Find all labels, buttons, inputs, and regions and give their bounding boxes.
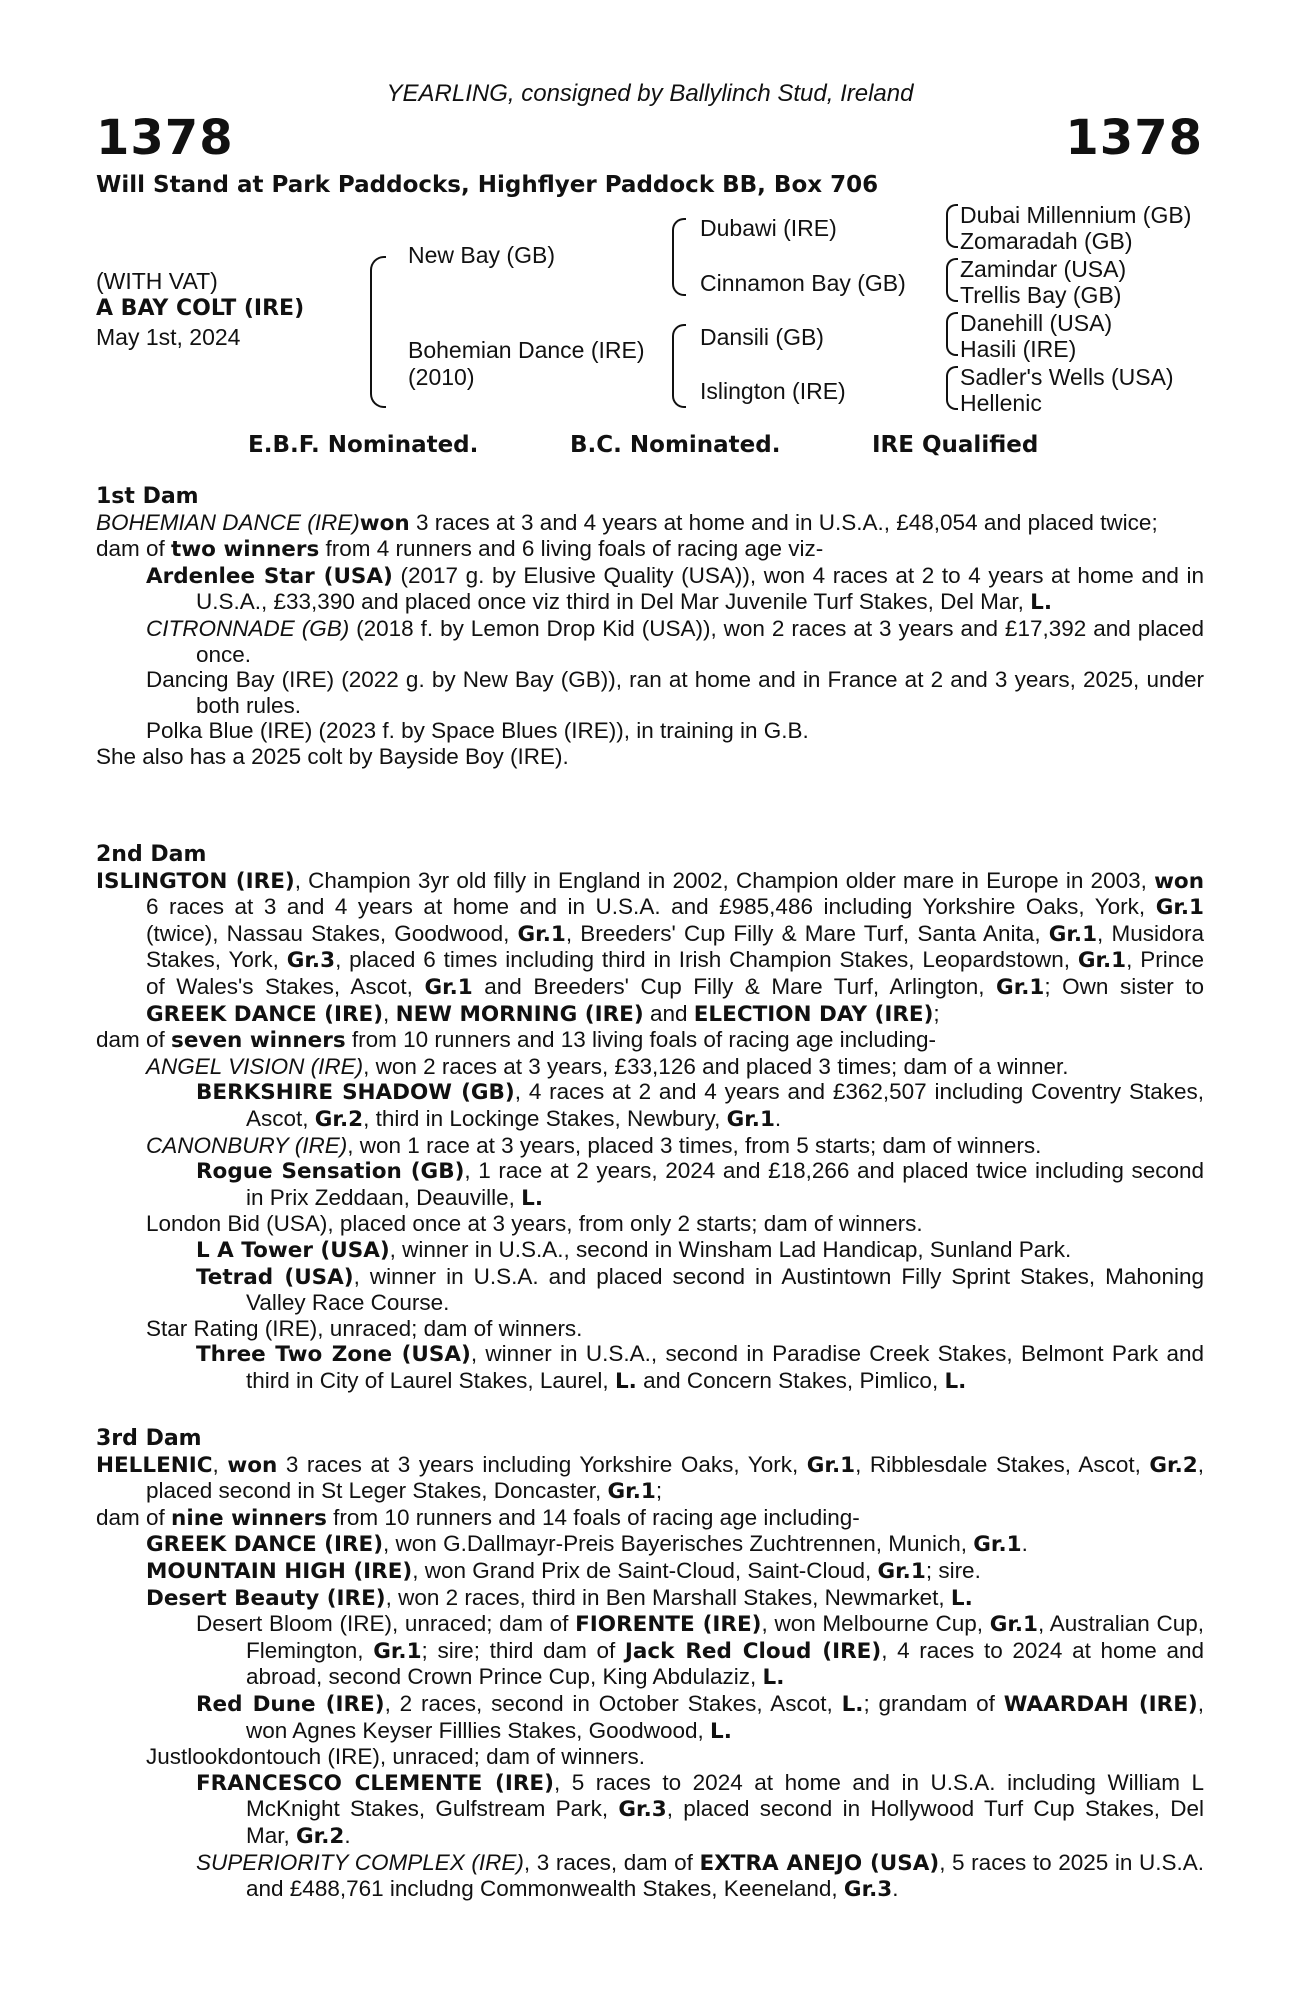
produce-superiority-complex: SUPERIORITY COMPLEX (IRE), 3 races, dam of EXTRA ANEJO (USA), 5 races to 2025 in U.S.A. and £488,761 includng Commonwealth Stakes, Keeneland, Gr.3. [196, 1849, 1205, 1903]
produce-francesco-clemente: FRANCESCO CLEMENTE (IRE), 5 races to 2024 at home and in U.S.A. including William L McKnight Stakes, Gulfstream Park, Gr.3, placed second in Hollywood Turf Cup Stakes, Del Mar, Gr.2. [196, 1769, 1204, 1849]
pedigree-dam-year: (2010) [408, 364, 475, 390]
produce-rogue-sensation: Rogue Sensation (GB), 1 race at 2 years, 2024 and £18,266 and placed twice including second in Prix Zeddaan, Deauville, L. [196, 1158, 1205, 1211]
produce-mountain-high: MOUNTAIN HIGH (IRE), won Grand Prix de Saint-Cloud, Saint-Cloud, Gr.1; sire. [146, 1557, 981, 1584]
produce-canonbury: CANONBURY (IRE), won 1 race at 3 years, placed 3 times, from 5 starts; dam of winners. [146, 1132, 1042, 1158]
second-dam-produce-summary: dam of seven winners from 10 runners and 13 living foals of racing age including- [96, 1027, 936, 1054]
produce-tetrad: Tetrad (USA), winner in U.S.A. and placed second in Austintown Filly Sprint Stakes, Mahoning Valley Race Course. [196, 1263, 1204, 1316]
produce-citronnade: CITRONNADE (GB) (2018 f. by Lemon Drop Kid (USA)), won 2 races at 3 years and £17,392 and placed once. [146, 615, 1205, 667]
pedigree-dam-sire: Dansili (GB) [700, 324, 824, 350]
produce-angel-vision: ANGEL VISION (IRE), won 2 races at 3 years, £33,126 and placed 3 times; dam of a winner. [146, 1053, 1069, 1079]
pedigree-bracket-ds [946, 312, 958, 356]
bc-nomination: B.C. Nominated. [570, 432, 781, 458]
pedigree-dam: Bohemian Dance (IRE) [408, 337, 645, 363]
pedigree-gen3-4: Trellis Bay (GB) [960, 282, 1122, 308]
pedigree-bracket-gen1 [370, 256, 386, 408]
produce-ardenlee-star: Ardenlee Star (USA) (2017 g. by Elusive Quality (USA)), won 4 races at 2 to 4 years at home and in U.S.A., £33,390 and placed once viz third in Del Mar Juvenile Turf Stakes, Del Mar, L. [146, 562, 1204, 616]
produce-dancing-bay: Dancing Bay (IRE) (2022 g. by New Bay (GB)), ran at home and in France at 2 and 3 years, 2025, under both rules. [146, 667, 1204, 718]
ire-qualified: IRE Qualified [872, 432, 1039, 458]
second-dam-section [96, 842, 1204, 1394]
produce-desert-beauty: Desert Beauty (IRE), won 2 races, third in Ben Marshall Stakes, Newmarket, L. [146, 1584, 973, 1611]
produce-london-bid: London Bid (USA), placed once at 3 years, from only 2 starts; dam of winners. [146, 1211, 923, 1237]
produce-three-two-zone: Three Two Zone (USA), winner in U.S.A., second in Paradise Creek Stakes, Belmont Park and third in City of Laurel Stakes, Laurel, L. and Concern Stakes, Pimlico, L. [196, 1341, 1204, 1394]
produce-desert-bloom: Desert Bloom (IRE), unraced; dam of FIORENTE (IRE), won Melbourne Cup, Gr.1, Australian Cup, Flemington, Gr.1; sire; third dam of Jack Red Cloud (IRE), 4 races to 2024 at home and abroad, second Crown Prince Cup, King Abdulaziz, L. [196, 1611, 1205, 1691]
pedigree-bracket-sire [672, 218, 686, 296]
second-dam-record: ISLINGTON (IRE), Champion 3yr old filly in England in 2002, Champion older mare in Europe in 2003, won 6 races at 3 and 4 years at home and in U.S.A. and £985,486 including Yorkshire Oaks, York, Gr.1 (twice), Nassau Stakes, Goodwood, Gr.1, Breeders' Cup Filly & Mare Turf, Santa Anita, Gr.1, Musidora Stakes, York, Gr.3, placed 6 times including third in Irish Champion Stakes, Leopardstown, Gr.1, Prince of Wales's Stakes, Ascot, Gr.1 and Breeders' Cup Filly & Mare Turf, Arlington, Gr.1; Own sister to GREEK DANCE (IRE), NEW MORNING (IRE) and ELECTION DAY (IRE); [96, 867, 1205, 1027]
first-dam-section [96, 484, 1204, 770]
first-dam-record: BOHEMIAN DANCE (IRE)won 3 races at 3 and 4 years at home and in U.S.A., £48,054 and placed twice; [96, 509, 1158, 536]
second-dam-heading: 2nd Dam [96, 842, 207, 867]
pedigree-gen3-6: Hasili (IRE) [960, 336, 1077, 362]
pedigree-bracket-dam [672, 324, 686, 408]
third-dam-record: HELLENIC, won 3 races at 3 years including Yorkshire Oaks, York, Gr.1, Ribblesdale Stakes, Ascot, Gr.2, placed second in St Leger Stakes, Doncaster, Gr.1; [96, 1451, 1204, 1505]
pedigree-dam-dam: Islington (IRE) [700, 378, 846, 404]
third-dam-section [96, 1426, 1204, 1903]
third-dam-produce-summary: dam of nine winners from 10 runners and 14 foals of racing age including- [96, 1504, 860, 1531]
first-dam-heading: 1st Dam [96, 484, 199, 509]
pedigree-gen3-8: Hellenic [960, 390, 1042, 416]
pedigree-gen3-7: Sadler's Wells (USA) [960, 364, 1174, 390]
pedigree-bracket-sd [946, 258, 958, 302]
pedigree-gen3-5: Danehill (USA) [960, 310, 1113, 336]
produce-justlookdontouch: Justlookdontouch (IRE), unraced; dam of winners. [146, 1744, 645, 1770]
first-dam-note: She also has a 2025 colt by Bayside Boy (IRE). [96, 743, 569, 769]
stand-location: Will Stand at Park Paddocks, Highflyer Paddock BB, Box 706 [96, 172, 879, 198]
lot-number-right: 1378 [1065, 110, 1203, 166]
produce-star-rating: Star Rating (IRE), unraced; dam of winners. [146, 1315, 583, 1341]
foaling-date: May 1st, 2024 [96, 324, 241, 350]
produce-berkshire-shadow: BERKSHIRE SHADOW (GB), 4 races at 2 and 4 years and £362,507 including Coventry Stakes, Ascot, Gr.2, third in Lockinge Stakes, Newbury, Gr.1. [196, 1079, 1205, 1132]
lot-number-left: 1378 [96, 110, 234, 166]
third-dam-heading: 3rd Dam [96, 1426, 202, 1451]
pedigree-gen3-2: Zomaradah (GB) [960, 228, 1133, 254]
ebf-nomination: E.B.F. Nominated. [248, 432, 479, 458]
produce-polka-blue: Polka Blue (IRE) (2023 f. by Space Blues (IRE)), in training in G.B. [146, 718, 809, 744]
pedigree-sire-sire: Dubawi (IRE) [700, 215, 837, 241]
pedigree-sire-dam: Cinnamon Bay (GB) [700, 270, 906, 296]
pedigree-gen3-3: Zamindar (USA) [960, 256, 1127, 282]
vat-label: (WITH VAT) [96, 268, 218, 294]
horse-name: A BAY COLT (IRE) [96, 296, 305, 321]
pedigree-sire: New Bay (GB) [408, 242, 555, 268]
pedigree-gen3-1: Dubai Millennium (GB) [960, 202, 1192, 228]
first-dam-produce-summary: dam of two winners from 4 runners and 6 living foals of racing age viz- [96, 536, 824, 563]
produce-greek-dance: GREEK DANCE (IRE), won G.Dallmayr-Preis Bayerisches Zuchtrennen, Munich, Gr.1. [146, 1531, 1028, 1558]
pedigree-bracket-dd [946, 366, 958, 410]
pedigree-bracket-ss [946, 204, 958, 248]
produce-red-dune: Red Dune (IRE), 2 races, second in October Stakes, Ascot, L.; grandam of WAARDAH (IRE), won Agnes Keyser Filllies Stakes, Goodwood, L. [196, 1690, 1205, 1744]
consignor-line: YEARLING, consigned by Ballylinch Stud, Ireland [386, 80, 914, 107]
produce-la-tower: L A Tower (USA), winner in U.S.A., second in Winsham Lad Handicap, Sunland Park. [196, 1236, 1072, 1263]
